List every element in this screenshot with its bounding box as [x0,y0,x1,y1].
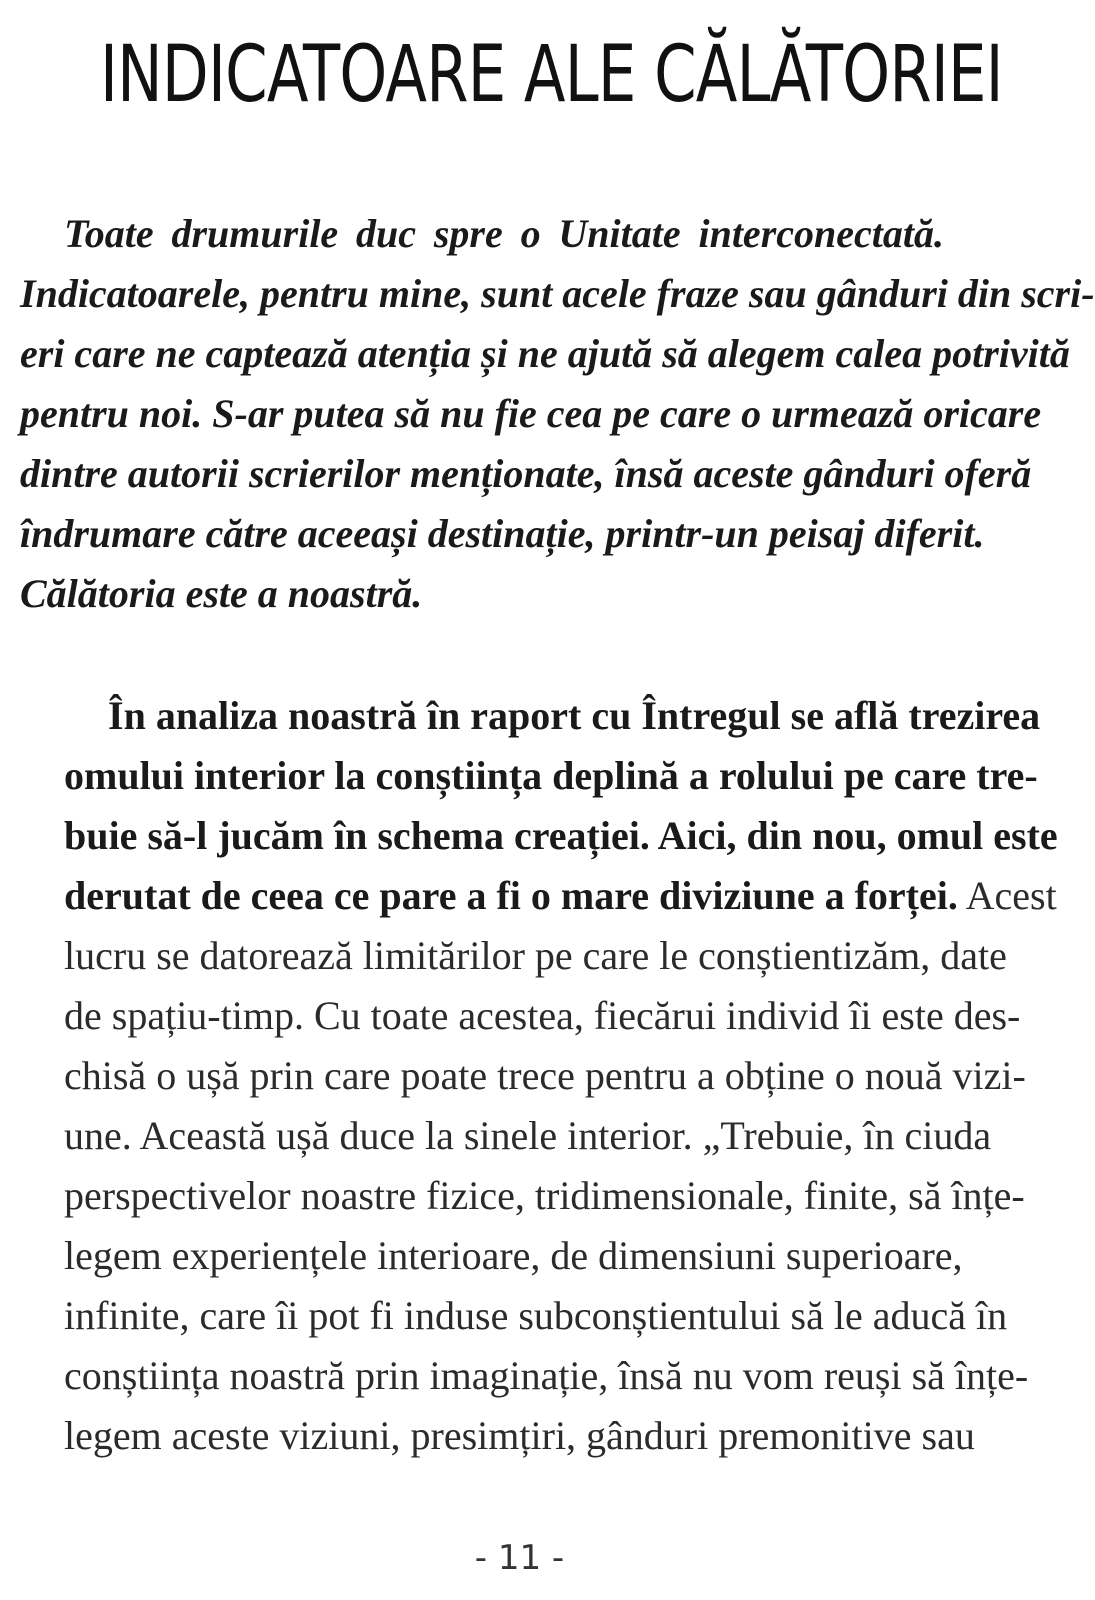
body-line: infinite, care îi pot fi induse subconștientului să le aducă în [64,1293,1008,1338]
body-line: de spațiu-timp. Cu toate acestea, fiecărui individ îi este des- [64,993,1021,1038]
body-line: perspectivelor noastre fizice, tridimensionale, finite, să înțe- [64,1173,1025,1218]
body-line: conștiința noastră prin imaginație, însă nu vom reuși să înțe- [64,1353,1029,1398]
quote-bold-end: derutat de ceea ce pare a fi o mare diviziune a forței. [64,873,958,918]
body-line: lucru se datorează limitărilor pe care le conștientizăm, date [64,933,1007,978]
body-line: legem aceste viziuni, presimțiri, gânduri premonitive sau [64,1413,975,1458]
intro-line: pentru noi. S-ar putea să nu fie cea pe care o urmează oricare [20,391,1042,436]
intro-line: dintre autorii scrierilor menționate, însă aceste gânduri oferă [20,451,1032,496]
body-line: chisă o ușă prin care poate trece pentru a obține o nouă vizi- [64,1053,1026,1098]
body-line: legem experiențele interioare, de dimensiuni superioare, [64,1233,963,1278]
quote-line: omului interior la conștiința deplină a rolului pe care tre- [64,753,1038,798]
intro-line: îndrumare către aceeași destinație, printr-un peisaj diferit. [20,511,985,556]
intro-line: Indicatoarele, pentru mine, sunt acele fraze sau gânduri din scri- [20,271,1095,316]
quote-line: În analiza noastră în raport cu Întregul se află trezirea [108,693,1041,738]
intro-line: eri care ne captează atenția și ne ajută să alegem calea potrivită [20,331,1070,376]
intro-line: Toate drumurile duc spre o Unitate interconectată. [64,211,944,256]
body-line: une. Această ușă duce la sinele interior. „Trebuie, în ciuda [64,1113,992,1158]
quote-line [64,872,1057,920]
page-title: INDICATOARE ALE CĂLĂTORIEI [100,30,1003,120]
intro-line: Călătoria este a noastră. [20,571,423,616]
body-start: Acest [957,873,1057,918]
quote-line: buie să-l jucăm în schema creației. Aici, din nou, omul este [64,813,1058,858]
page-number: - 11 - [474,1538,565,1578]
